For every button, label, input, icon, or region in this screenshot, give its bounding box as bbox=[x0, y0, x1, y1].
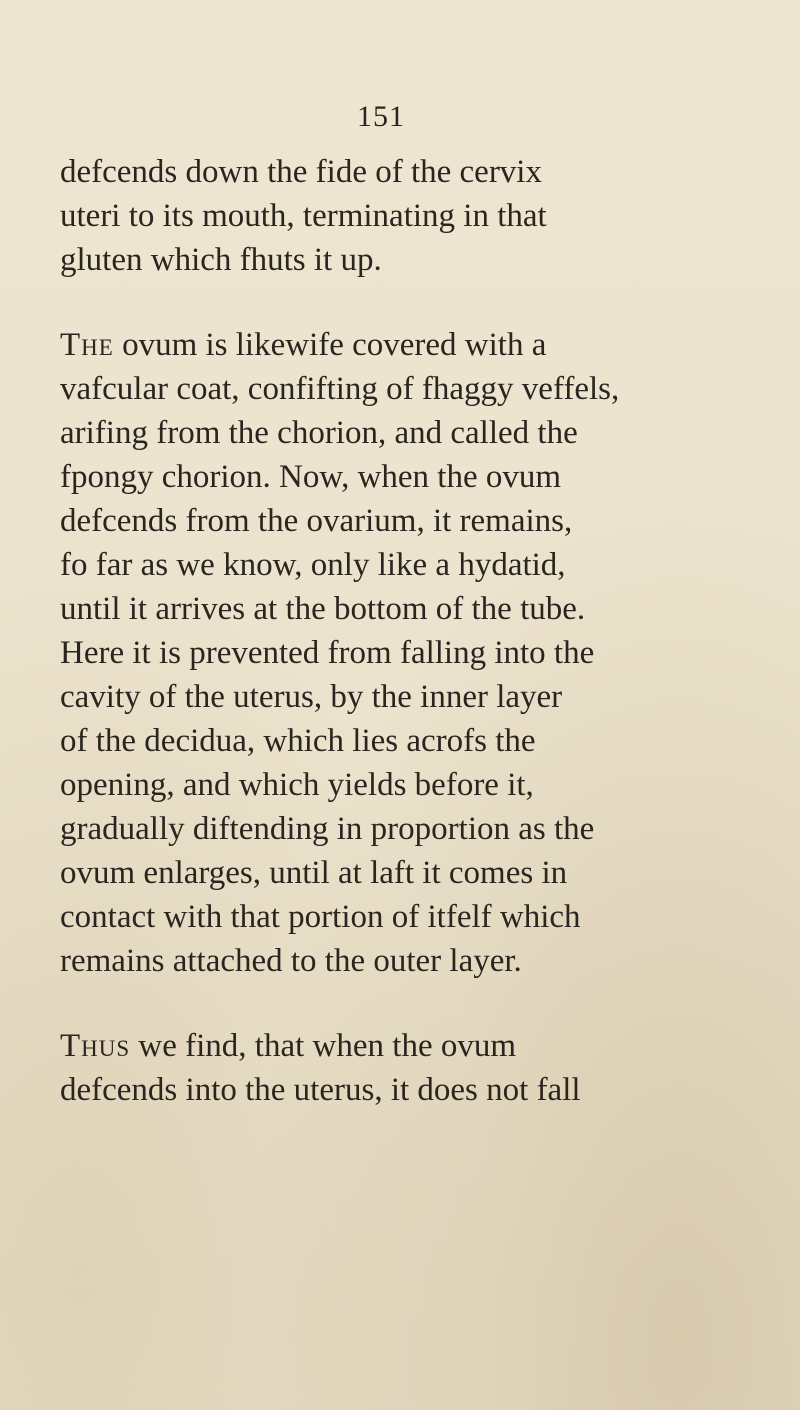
paragraph-1 bbox=[60, 150, 800, 282]
paragraph-2 bbox=[60, 323, 800, 983]
text-line: gradually diftending in proportion as the bbox=[60, 811, 595, 847]
text-line: until it arrives at the bottom of the tube. bbox=[60, 591, 586, 627]
paragraph-gap bbox=[60, 983, 800, 1024]
paragraph-3 bbox=[60, 1024, 800, 1112]
text-line: defcends down the fide of the cervix bbox=[60, 154, 542, 190]
page-number: 151 bbox=[357, 100, 405, 133]
text-line: uteri to its mouth, terminating in that bbox=[60, 198, 547, 234]
text-line: of the decidua, which lies acrofs the bbox=[60, 723, 536, 759]
text-line: opening, and which yields before it, bbox=[60, 767, 534, 803]
text-line: gluten which fhuts it up. bbox=[60, 242, 382, 278]
text-line: vafcular coat, confifting of fhaggy veffels, bbox=[60, 371, 620, 407]
text-line: defcends into the uterus, it does not fall bbox=[60, 1072, 581, 1108]
text-line bbox=[60, 1024, 800, 1068]
text-line: arifing from the chorion, and called the bbox=[60, 415, 578, 451]
body-text bbox=[60, 150, 800, 1112]
text-line-rest: ovum is likewife covered with a bbox=[113, 327, 547, 363]
text-line: Here it is prevented from falling into the bbox=[60, 635, 595, 671]
text-line-rest: we find, that when the ovum bbox=[130, 1028, 517, 1064]
text-line: contact with that portion of itfelf which bbox=[60, 899, 581, 935]
text-line: fo far as we know, only like a hydatid, bbox=[60, 547, 566, 583]
paragraph-lead-word: Thus bbox=[60, 1028, 131, 1064]
text-line: remains attached to the outer layer. bbox=[60, 943, 522, 979]
text-line: defcends from the ovarium, it remains, bbox=[60, 503, 573, 539]
text-line: ovum enlarges, until at laft it comes in bbox=[60, 855, 568, 891]
text-line: fpongy chorion. Now, when the ovum bbox=[60, 459, 562, 495]
paragraph-lead-word: The bbox=[60, 327, 114, 363]
paragraph-gap bbox=[60, 282, 800, 323]
text-line: cavity of the uterus, by the inner layer bbox=[60, 679, 563, 715]
text-line bbox=[60, 323, 800, 367]
